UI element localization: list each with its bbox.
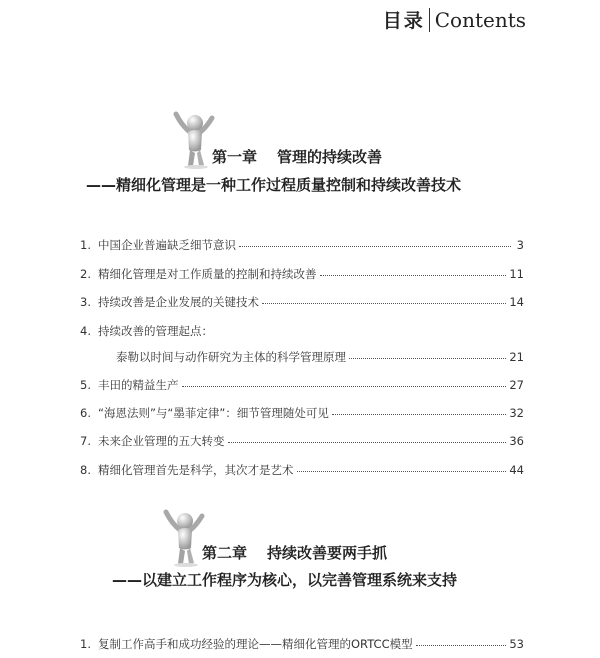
leader-dots	[297, 470, 507, 472]
toc-entry-number: 8.	[80, 463, 91, 477]
toc-entry[interactable]	[80, 636, 524, 652]
toc-entry-number: 2.	[80, 267, 91, 281]
toc-entry-page: 36	[509, 434, 524, 448]
chapter-2-subtitle: ——以建立工作程序为核心，以完善管理系统来支持	[112, 571, 458, 589]
toc-entry-title: 精细化管理首先是科学，其次才是艺术	[98, 463, 294, 477]
chapter-2	[0, 508, 600, 598]
toc-entry[interactable]	[80, 377, 524, 393]
chapter-1-title	[212, 146, 382, 167]
page-header	[383, 6, 526, 33]
chapter-1-number: 第一章	[212, 148, 258, 166]
toc-entry[interactable]	[80, 266, 524, 282]
toc-entry-page: 27	[509, 378, 524, 392]
toc-entry-number: 4.	[80, 324, 91, 338]
chapter-2-number: 第二章	[202, 544, 248, 562]
toc-entry-number: 6.	[80, 406, 91, 420]
toc-entry-title: 复制工作高手和成功经验的理论——精细化管理的ORTCC模型	[98, 637, 413, 651]
leader-dots	[182, 385, 507, 387]
toc-entry-title: 丰田的精益生产	[98, 378, 179, 392]
toc-entry-page: 32	[509, 406, 524, 420]
chapter-2-name: 持续改善要两手抓	[267, 544, 388, 562]
toc-entry-number: 1.	[80, 637, 91, 651]
chapter-1	[0, 110, 600, 200]
chapter-2-title	[202, 542, 387, 563]
toc-entry-number: 7.	[80, 434, 91, 448]
toc-entry[interactable]	[80, 237, 524, 253]
toc-entry-page: 21	[509, 350, 524, 364]
toc-entry[interactable]	[80, 433, 524, 449]
contents-title-cn: 目录	[382, 10, 425, 32]
toc-entry-title: 泰勒以时间与动作研究为主体的科学管理原理	[116, 350, 346, 364]
toc-entry[interactable]	[80, 323, 524, 339]
toc-entry-number: 3.	[80, 295, 91, 309]
toc-entry[interactable]	[80, 405, 524, 421]
toc-entry-number: 1.	[80, 238, 91, 252]
toc-entry-page: 44	[509, 463, 524, 477]
contents-title-en: Contents	[434, 7, 526, 32]
toc-entry-title: 中国企业普遍缺乏细节意识	[98, 238, 236, 252]
chapter-1-name: 管理的持续改善	[277, 148, 383, 166]
toc-entry-title: 精细化管理是对工作质量的控制和持续改善	[98, 267, 317, 281]
toc-entry[interactable]	[80, 349, 524, 365]
leader-dots	[262, 302, 506, 304]
leader-dots	[349, 357, 506, 359]
toc-entry[interactable]	[80, 462, 524, 478]
chapter-1-subtitle: ——精细化管理是一种工作过程质量控制和持续改善技术	[86, 176, 462, 194]
leader-dots	[320, 274, 507, 276]
cheering-figure-icon	[172, 110, 216, 170]
toc-entry-page: 14	[509, 295, 524, 309]
leader-dots	[228, 441, 507, 443]
header-divider	[429, 8, 430, 32]
toc-entry-title: 持续改善是企业发展的关键技术	[98, 295, 259, 309]
toc-entry-number: 5.	[80, 378, 91, 392]
toc-entry-page: 11	[509, 267, 524, 281]
cheering-figure-icon	[162, 508, 206, 568]
toc-entry-title: “海恩法则”与“墨菲定律”：细节管理随处可见	[98, 406, 329, 420]
leader-dots	[239, 245, 511, 247]
toc-entry-title: 未来企业管理的五大转变	[98, 434, 225, 448]
toc-entry-title: 持续改善的管理起点：	[98, 324, 213, 338]
leader-dots	[416, 644, 507, 646]
leader-dots	[332, 413, 507, 415]
toc-entry-page: 53	[509, 637, 524, 651]
toc-entry[interactable]	[80, 294, 524, 310]
toc-entry-page: 3	[516, 238, 524, 252]
